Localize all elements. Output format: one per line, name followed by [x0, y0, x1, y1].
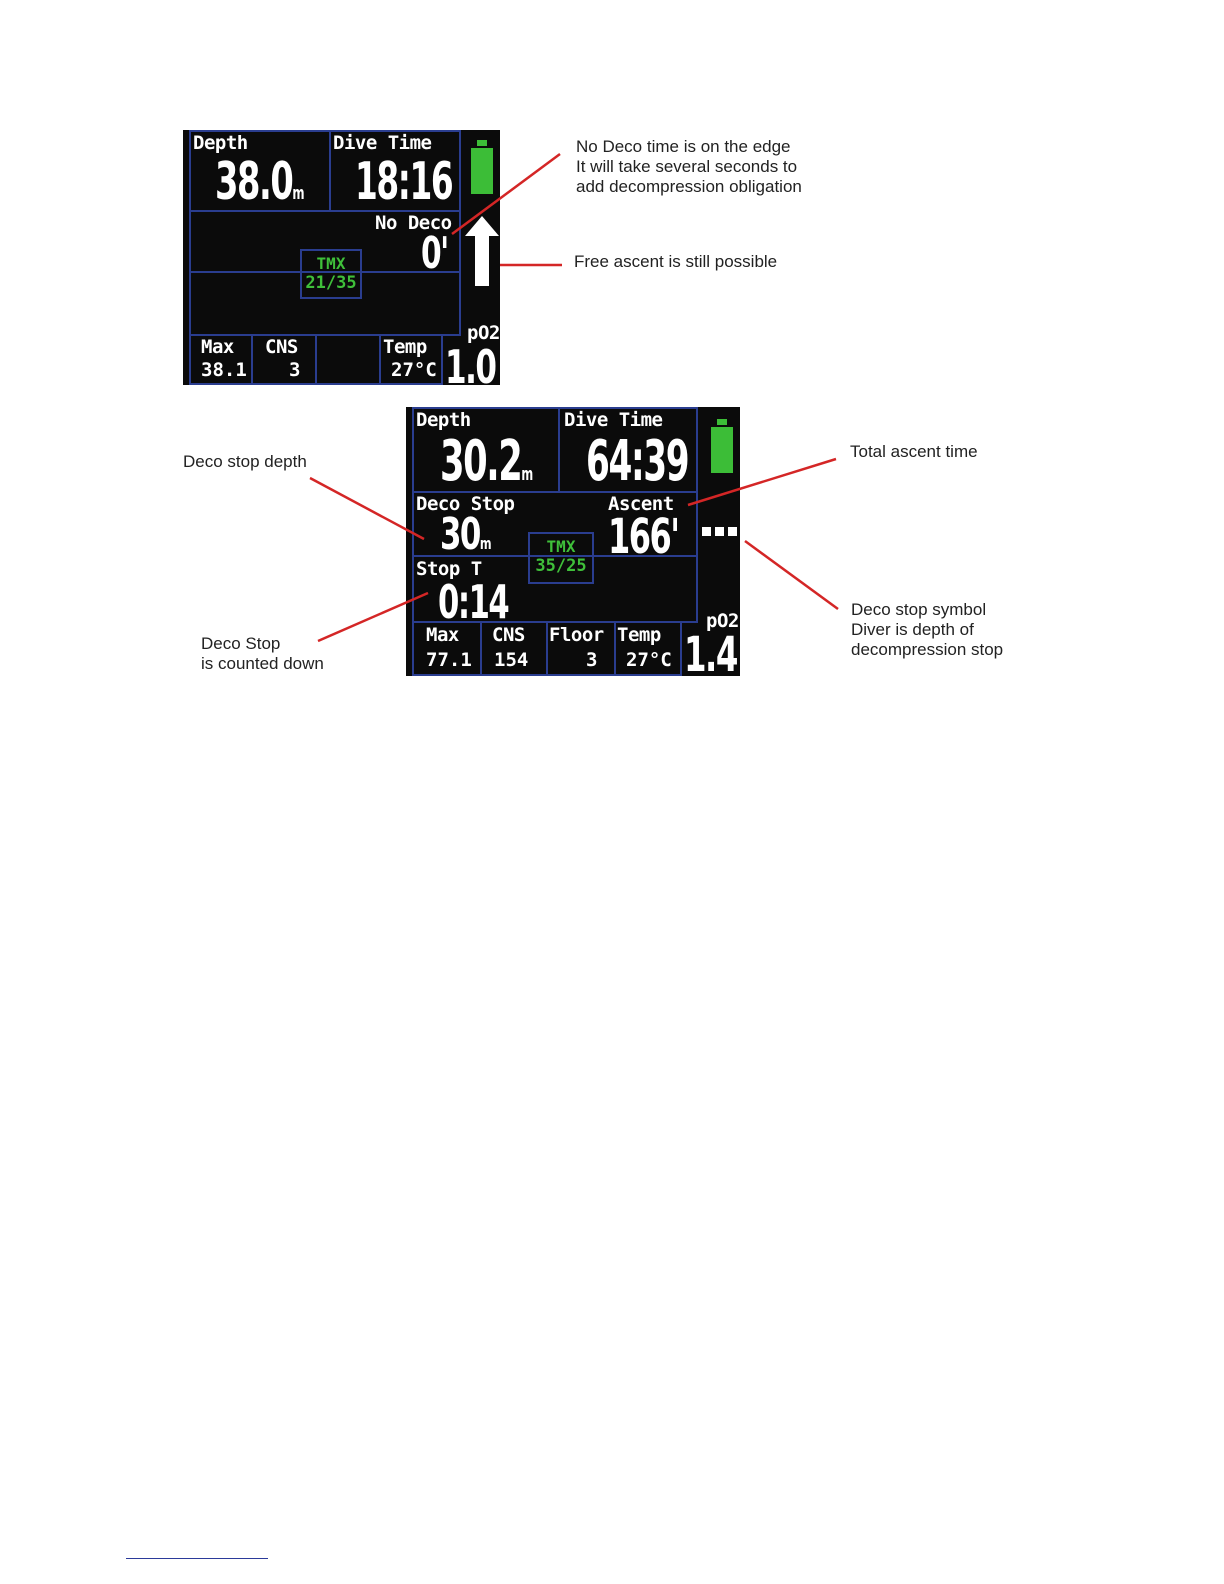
- temp-value: 27°C: [391, 359, 437, 381]
- po2-label: pO2: [706, 610, 739, 632]
- decostop-value: 30m: [440, 509, 492, 560]
- po2-label: pO2: [467, 322, 500, 344]
- divetime-label: Dive Time: [564, 409, 663, 431]
- nodeco-value: 0': [421, 228, 448, 279]
- temp-label: Temp: [383, 336, 427, 358]
- callout-deco-stop-depth: Deco stop depth: [183, 452, 307, 471]
- cns-value: 3: [289, 359, 301, 381]
- depth-value: 30.2m: [440, 429, 534, 494]
- temp-label: Temp: [617, 624, 661, 646]
- callout-nodeco-edge: No Deco time is on the edge It will take several seconds to add decompression obligation: [576, 137, 802, 196]
- temp-value: 27°C: [626, 649, 672, 671]
- max-label: Max: [426, 624, 459, 646]
- gas-mix: 21/35: [305, 273, 357, 293]
- gas-mix: 35/25: [535, 556, 587, 576]
- callout-total-ascent: Total ascent time: [850, 442, 978, 461]
- po2-value: 1.0: [445, 340, 496, 385]
- floor-label: Floor: [549, 624, 604, 646]
- decostop-label: Deco Stop: [416, 493, 515, 515]
- divetime-value: 18:16: [355, 152, 453, 212]
- max-label: Max: [201, 336, 234, 358]
- footnote-rule: [126, 1558, 268, 1559]
- nodeco-label: No Deco: [375, 212, 452, 234]
- depth-label: Depth: [416, 409, 471, 431]
- gas-name: TMX: [546, 537, 576, 556]
- max-value: 38.1: [201, 359, 247, 381]
- callout-line-total-ascent: [688, 459, 836, 505]
- cns-label: CNS: [265, 336, 298, 358]
- floor-value: 3: [586, 649, 598, 671]
- gas-name: TMX: [316, 254, 346, 273]
- max-value: 77.1: [426, 649, 472, 671]
- callout-line-deco-depth: [310, 478, 424, 539]
- callout-free-ascent: Free ascent is still possible: [574, 252, 778, 271]
- depth-value: 38.0m: [215, 152, 305, 212]
- depth-label: Depth: [193, 132, 248, 154]
- callout-line-deco-countdown: [318, 593, 428, 641]
- divetime-value: 64:39: [586, 429, 689, 494]
- ascent-label: Ascent: [608, 493, 674, 515]
- ascent-value: 166': [608, 509, 679, 565]
- stopt-label: Stop T: [416, 558, 482, 580]
- callout-deco-countdown: Deco Stop is counted down: [201, 634, 324, 673]
- cns-value: 154: [494, 649, 529, 671]
- divetime-label: Dive Time: [333, 132, 432, 154]
- callout-deco-stop-symbol: Deco stop symbol Diver is depth of decompression stop: [851, 600, 1004, 659]
- cns-label: CNS: [492, 624, 525, 646]
- callout-line-nodeco: [452, 154, 560, 234]
- po2-value: 1.4: [684, 627, 737, 676]
- stopt-value: 0:14: [438, 575, 509, 629]
- callout-line-deco-symbol: [745, 541, 838, 609]
